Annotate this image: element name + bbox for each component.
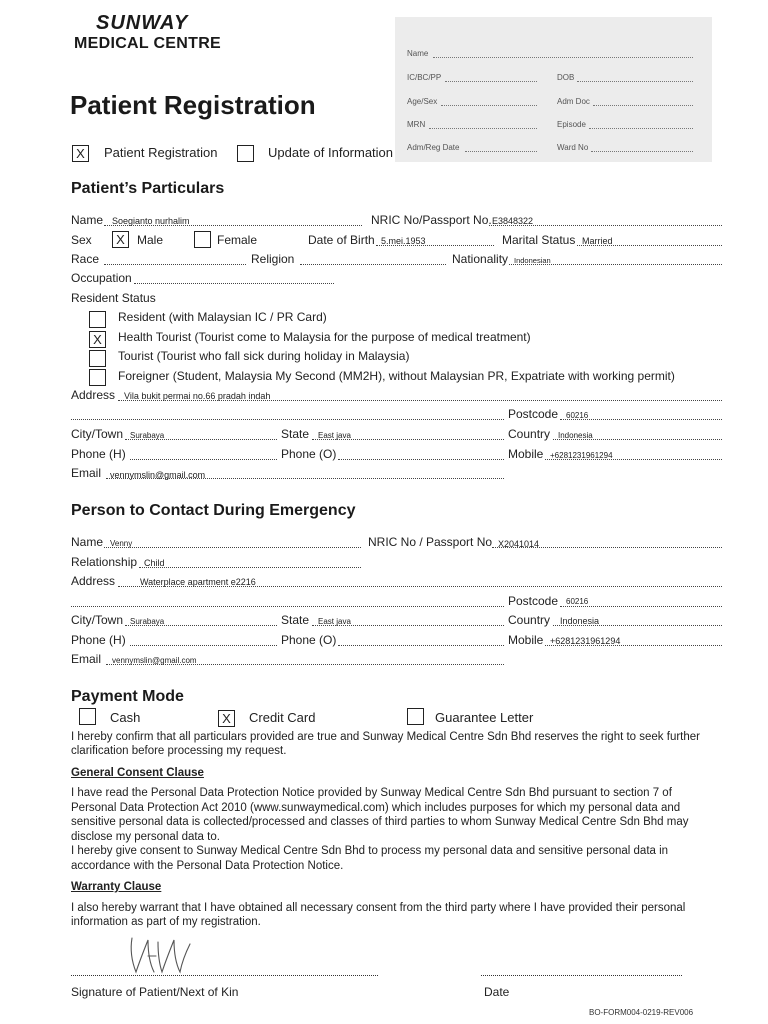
male-checkbox[interactable]: X: [112, 231, 129, 248]
ec-city-label: City/Town: [71, 613, 124, 627]
health-tourist-option-label: Health Tourist (Tourist come to Malaysia for the purpose of medical treatment): [118, 330, 531, 344]
office-mrn-line: [429, 128, 537, 129]
dob-field[interactable]: 5.mei.1953: [381, 236, 426, 246]
resident-option-label: Resident (with Malaysian IC / PR Card): [118, 310, 327, 324]
emergency-contact-heading: Person to Contact During Emergency: [71, 502, 356, 519]
marital-status-label: Marital Status: [502, 233, 576, 247]
state-label: State: [281, 427, 310, 441]
health-tourist-checkbox[interactable]: X: [89, 331, 106, 348]
office-mrn-label: MRN: [407, 120, 426, 129]
address-label: Address: [71, 388, 116, 402]
race-line: [104, 264, 246, 265]
state-field[interactable]: East java: [318, 431, 351, 440]
dob-label: Date of Birth: [308, 233, 375, 247]
country-field[interactable]: Indonesia: [558, 431, 593, 440]
phone-home-label: Phone (H): [71, 447, 126, 461]
office-admdoc-line: [593, 105, 693, 106]
ec-relationship-line: [139, 567, 361, 568]
consent-line-5: I hereby give consent to Sunway Medical Centre Sdn Bhd to process my personal data and sensitive personal data in: [71, 845, 669, 857]
office-wardno-line: [591, 151, 693, 152]
office-episode-line: [589, 128, 693, 129]
ec-state-field[interactable]: East java: [318, 617, 351, 626]
religion-label: Religion: [251, 252, 295, 266]
confirmation-text-line-2: clarification before processing my request.: [71, 745, 287, 757]
update-information-label: Update of Information: [268, 145, 394, 160]
guarantee-letter-label: Guarantee Letter: [435, 710, 534, 725]
occupation-label: Occupation: [71, 271, 132, 285]
ec-country-label: Country: [508, 613, 551, 627]
guarantee-letter-checkbox[interactable]: [407, 708, 424, 725]
patient-registration-label: Patient Registration: [104, 145, 218, 160]
office-name-line: [433, 57, 693, 58]
office-admregdate-label: Adm/Reg Date: [407, 143, 460, 152]
ec-postcode-field[interactable]: 60216: [566, 597, 589, 606]
confirmation-text-line-1: I hereby confirm that all particulars provided are true and Sunway Medical Centre Sdn Bhd reserves the right to seek further: [71, 731, 700, 743]
ec-state-label: State: [281, 613, 310, 627]
credit-card-checkbox[interactable]: X: [218, 710, 235, 727]
resident-checkbox[interactable]: [89, 311, 106, 328]
ec-mobile-field[interactable]: +6281231961294: [550, 636, 621, 646]
patients-particulars-heading: Patient’s Particulars: [71, 180, 225, 197]
ec-postcode-label: Postcode: [508, 594, 559, 608]
brand-subtitle: MEDICAL CENTRE: [74, 35, 222, 52]
office-admregdate-line: [465, 151, 537, 152]
phone-home-line[interactable]: [130, 459, 277, 460]
ec-relationship-label: Relationship: [71, 555, 138, 569]
ec-phone-home-label: Phone (H): [71, 633, 126, 647]
nationality-field[interactable]: Indonesian: [514, 256, 551, 265]
consent-line-6: accordance with the Personal Data Protection Notice.: [71, 860, 344, 872]
race-label: Race: [71, 252, 100, 266]
postcode-label: Postcode: [508, 407, 559, 421]
foreigner-checkbox[interactable]: [89, 369, 106, 386]
office-episode-label: Episode: [557, 120, 586, 129]
office-use-box: [395, 17, 712, 162]
email-field[interactable]: vennymslin@gmail.com: [110, 470, 206, 480]
phone-office-line[interactable]: [338, 459, 504, 460]
office-wardno-label: Ward No: [557, 143, 589, 152]
nric-field[interactable]: E3848322: [492, 216, 534, 226]
ec-address-line-2: [71, 606, 504, 607]
occupation-line: [134, 283, 334, 284]
office-icbcpp-label: IC/BC/PP: [407, 73, 442, 82]
credit-card-label: Credit Card: [249, 710, 316, 725]
office-admdoc-label: Adm Doc: [557, 97, 590, 106]
date-label: Date: [484, 985, 510, 999]
date-line[interactable]: [481, 975, 682, 976]
office-dob-line: [577, 81, 693, 82]
office-name-label: Name: [407, 49, 429, 58]
brand-name: SUNWAY: [96, 12, 189, 34]
ec-name-label: Name: [71, 535, 104, 549]
form-code: BO-FORM004-0219-REV006: [589, 1008, 694, 1017]
postcode-field[interactable]: 60216: [566, 411, 589, 420]
payment-mode-heading: Payment Mode: [71, 688, 184, 705]
city-label: City/Town: [71, 427, 124, 441]
ec-phone-office-label: Phone (O): [281, 633, 337, 647]
email-label: Email: [71, 466, 102, 480]
religion-line: [300, 264, 446, 265]
phone-office-label: Phone (O): [281, 447, 337, 461]
ec-nric-label: NRIC No / Passport No: [368, 535, 493, 549]
ec-phone-home-line[interactable]: [130, 645, 277, 646]
office-dob-label: DOB: [557, 73, 575, 82]
general-consent-heading: General Consent Clause: [71, 767, 204, 779]
ec-phone-office-line[interactable]: [338, 645, 504, 646]
ec-city-field[interactable]: Surabaya: [130, 617, 165, 626]
sex-label: Sex: [71, 233, 92, 247]
warranty-clause-heading: Warranty Clause: [71, 881, 162, 893]
mobile-field[interactable]: +6281231961294: [550, 451, 613, 460]
office-agesex-label: Age/Sex: [407, 97, 438, 106]
city-field[interactable]: Surabaya: [130, 431, 165, 440]
address-line-2: [71, 419, 504, 420]
page-title: Patient Registration: [70, 90, 316, 120]
ec-name-field[interactable]: Venny: [110, 539, 133, 548]
female-checkbox[interactable]: [194, 231, 211, 248]
ec-name-line: [104, 547, 361, 548]
office-icbcpp-line: [445, 81, 537, 82]
consent-line-4: disclose my personal data to.: [71, 831, 220, 843]
signature-label: Signature of Patient/Next of Kin: [71, 985, 239, 999]
nationality-label: Nationality: [452, 252, 509, 266]
consent-line-1: I have read the Personal Data Protection Notice provided by Sunway Medical Centre Sdn Bhd pursuant to section 7 of: [71, 787, 672, 799]
ec-country-field[interactable]: Indonesia: [560, 616, 600, 626]
marital-status-field[interactable]: Married: [582, 236, 613, 246]
mobile-label: Mobile: [508, 447, 544, 461]
tourist-option-label: Tourist (Tourist who fall sick during holiday in Malaysia): [118, 349, 410, 363]
address-field[interactable]: Vila bukit permai no.66 pradah indah: [124, 391, 271, 401]
male-label: Male: [137, 233, 164, 247]
consent-line-2: Personal Data Protection Act 2010 (www.sunwaymedical.com) which includes purposes for which my personal data and: [71, 802, 681, 814]
name-field[interactable]: Soegianto nurhalim: [112, 216, 190, 226]
tourist-checkbox[interactable]: [89, 350, 106, 367]
ec-postcode-line: [560, 606, 722, 607]
patient-registration-checkbox[interactable]: X: [72, 145, 89, 162]
handwritten-signature: [126, 930, 206, 978]
name-label: Name: [71, 213, 104, 227]
foreigner-option-label: Foreigner (Student, Malaysia My Second (MM2H), without Malaysian PR, Expatriate with working permit): [118, 369, 675, 383]
ec-address-field[interactable]: Waterplace apartment e2216: [140, 577, 256, 587]
cash-label: Cash: [110, 710, 141, 725]
signature-line[interactable]: [71, 975, 378, 976]
ec-address-label: Address: [71, 574, 116, 588]
nric-label: NRIC No/Passport No.: [371, 213, 492, 227]
ec-relationship-field[interactable]: Child: [144, 558, 165, 568]
cash-checkbox[interactable]: [79, 708, 96, 725]
warranty-line-1: I also hereby warrant that I have obtained all necessary consent from the third party where I have provided their personal: [71, 902, 686, 914]
warranty-line-2: information as part of my registration.: [71, 916, 261, 928]
consent-line-3: sensitive personal data is collected/processed and classes of third parties to whom Sunway Medical Centre Sdn Bhd may: [71, 816, 689, 828]
ec-mobile-label: Mobile: [508, 633, 544, 647]
office-agesex-line: [441, 105, 537, 106]
ec-email-label: Email: [71, 652, 102, 666]
ec-nric-field[interactable]: X2041014: [498, 539, 540, 549]
country-label: Country: [508, 427, 551, 441]
resident-status-label: Resident Status: [71, 291, 156, 305]
ec-email-field[interactable]: vennymslin@gmail.com: [112, 656, 197, 665]
update-information-checkbox[interactable]: [237, 145, 254, 162]
female-label: Female: [217, 233, 258, 247]
